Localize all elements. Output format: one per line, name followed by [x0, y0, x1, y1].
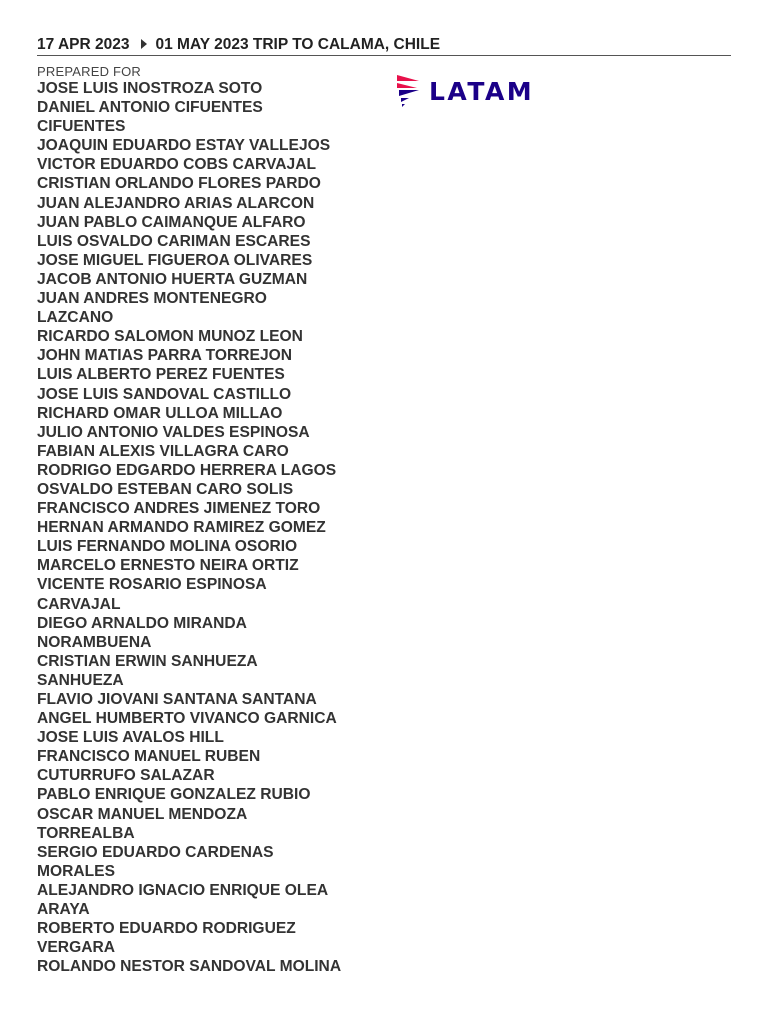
trip-end-date: 01 MAY 2023: [155, 36, 249, 53]
passenger-name: MARCELO ERNESTO NEIRA ORTIZ: [37, 557, 299, 575]
passenger-name: JUAN PABLO CAIMANQUE ALFARO: [37, 213, 306, 231]
passenger-name: PABLO ENRIQUE GONZALEZ RUBIO: [37, 786, 311, 804]
passenger-name: CRISTIAN ERWIN SANHUEZA: [37, 652, 258, 670]
passenger-name: ROBERTO EDUARDO RODRIGUEZ: [37, 920, 296, 938]
passenger-name: LUIS OSVALDO CARIMAN ESCARES: [37, 232, 311, 250]
passenger-name: SERGIO EDUARDO CARDENAS: [37, 843, 274, 861]
passenger-name: ANGEL HUMBERTO VIVANCO GARNICA: [37, 710, 337, 728]
passenger-name: TORREALBA: [37, 824, 135, 842]
passenger-name: VICENTE ROSARIO ESPINOSA: [37, 576, 267, 594]
passenger-name: NORAMBUENA: [37, 633, 152, 651]
passenger-name: JOSE LUIS SANDOVAL CASTILLO: [37, 385, 292, 403]
latam-logo: [395, 73, 534, 109]
passenger-name: FLAVIO JIOVANI SANTANA SANTANA: [37, 691, 317, 708]
passenger-name: LUIS ALBERTO PEREZ FUENTES: [37, 366, 285, 384]
passenger-name: JOSE LUIS INOSTROZA SOTO: [37, 80, 263, 97]
passenger-name: CRISTIAN ORLANDO FLORES PARDO: [37, 175, 321, 193]
passenger-name: JOSE LUIS AVALOS HILL: [37, 729, 224, 747]
passenger-name: JUAN ANDRES MONTENEGRO: [37, 290, 267, 308]
passenger-name: JOAQUIN EDUARDO ESTAY VALLEJOS: [37, 137, 331, 155]
passenger-name: RICARDO SALOMON MUNOZ LEON: [37, 328, 303, 346]
passenger-name: DIEGO ARNALDO MIRANDA: [37, 614, 247, 632]
passenger-name: VERGARA: [37, 939, 115, 957]
prepared-for-label: PREPARED FOR: [37, 64, 142, 79]
passenger-name: JOSE MIGUEL FIGUEROA OLIVARES: [37, 251, 313, 269]
passenger-name: HERNAN ARMANDO RAMIREZ GOMEZ: [37, 519, 326, 537]
passenger-name: LUIS FERNANDO MOLINA OSORIO: [37, 538, 298, 556]
trip-start-date: 17 APR 2023: [37, 36, 130, 53]
passenger-list: [37, 79, 387, 976]
passenger-name: FRANCISCO ANDRES JIMENEZ TORO: [37, 500, 321, 518]
passenger-name: JOHN MATIAS PARRA TORREJON: [37, 347, 293, 365]
passenger-name: ALEJANDRO IGNACIO ENRIQUE OLEA: [37, 881, 329, 899]
trip-title: TRIP TO CALAMA, CHILE: [252, 36, 441, 53]
passenger-name: VICTOR EDUARDO COBS CARVAJAL: [37, 156, 316, 174]
trip-header: [37, 35, 731, 56]
caret-right-icon: [141, 39, 147, 49]
passenger-name: ROLANDO NESTOR SANDOVAL MOLINA: [37, 958, 342, 976]
passenger-name: JULIO ANTONIO VALDES ESPINOSA: [37, 423, 310, 441]
passenger-name: FABIAN ALEXIS VILLAGRA CARO: [37, 442, 289, 460]
passenger-name: DANIEL ANTONIO CIFUENTES: [37, 99, 263, 117]
passenger-name: OSCAR MANUEL MENDOZA: [37, 805, 248, 823]
passenger-name: ARAYA: [37, 901, 90, 919]
passenger-name: FRANCISCO MANUEL RUBEN: [37, 748, 261, 766]
latam-logo-icon: [395, 73, 421, 109]
latam-wordmark: LATAM: [429, 76, 535, 106]
passenger-name: LAZCANO: [37, 309, 114, 327]
passenger-name: CARVAJAL: [37, 595, 121, 613]
passenger-name: SANHUEZA: [37, 671, 124, 689]
passenger-name: RICHARD OMAR ULLOA MILLAO: [37, 404, 283, 422]
passenger-name: CIFUENTES: [37, 118, 126, 136]
passenger-name: JACOB ANTONIO HUERTA GUZMAN: [37, 270, 308, 288]
passenger-name: OSVALDO ESTEBAN CARO SOLIS: [37, 480, 294, 498]
passenger-name: JUAN ALEJANDRO ARIAS ALARCON: [37, 194, 315, 212]
passenger-name: MORALES: [37, 862, 115, 880]
passenger-name: CUTURRUFO SALAZAR: [37, 767, 215, 785]
passenger-name: RODRIGO EDGARDO HERRERA LAGOS: [37, 461, 337, 479]
